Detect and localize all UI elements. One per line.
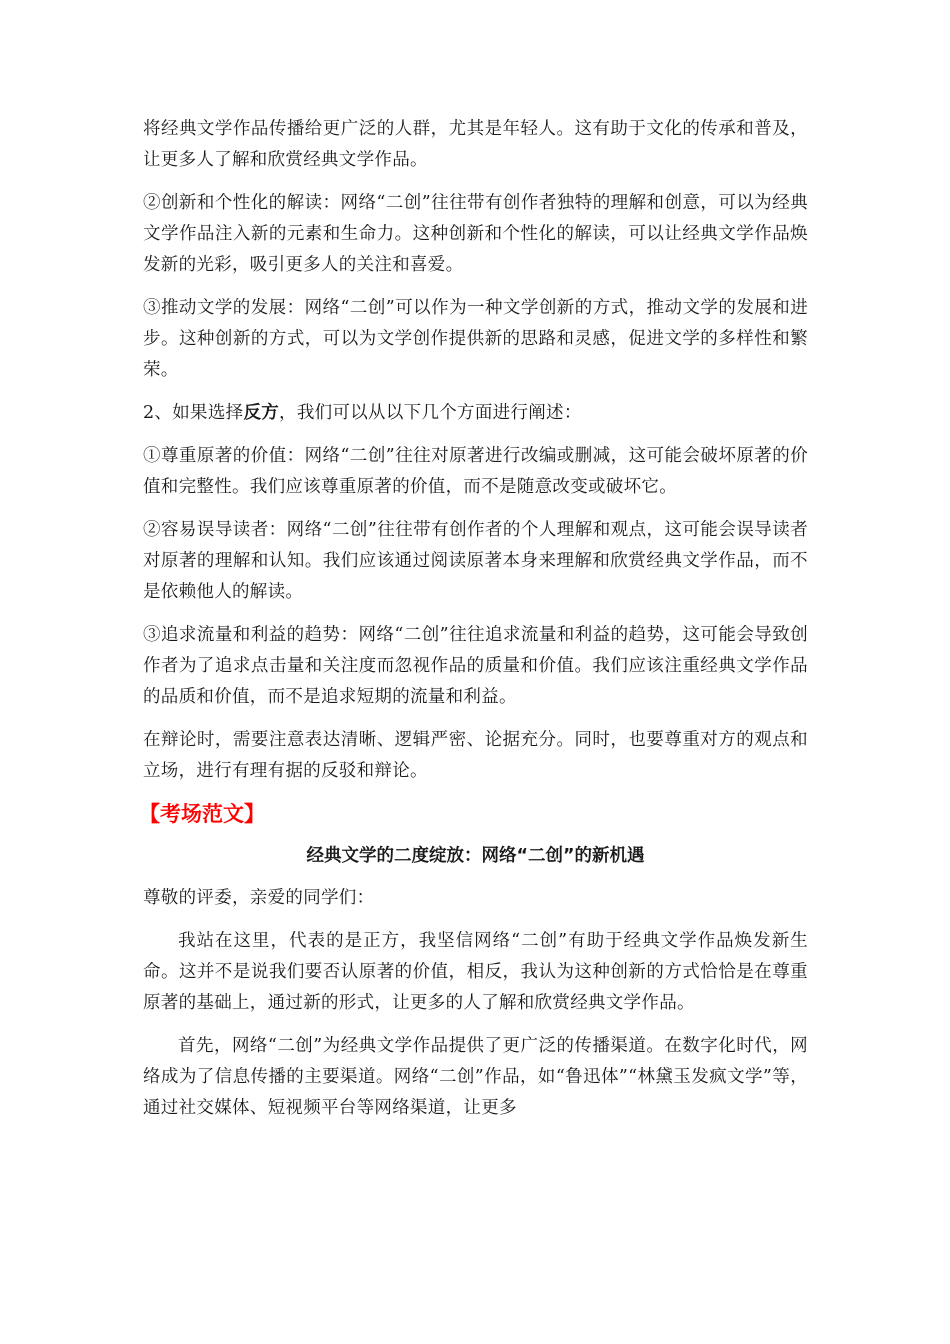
con-heading-prefix: 2、如果选择 xyxy=(143,403,244,423)
con-point-2: ②容易误导读者：网络“二创”往往带有创作者的个人理解和观点，这可能会误导读者对原著的理解和认知。我们应该通过阅读原著本身来理解和欣赏经典文学作品，而不是依赖他人的解读。 xyxy=(143,520,808,602)
con-side-heading xyxy=(143,398,808,429)
pro-point-3: ③推动文学的发展：网络“二创”可以作为一种文学创新的方式，推动文学的发展和进步。这种创新的方式，可以为文学创作提供新的思路和灵感，促进文学的多样性和繁荣。 xyxy=(143,298,808,380)
essay-paragraph: 我站在这里，代表的是正方，我坚信网络“二创”有助于经典文学作品焕发新生命。这并不是说我们要否认原著的价值，相反，我认为这种创新的方式恰恰是在尊重原著的基础上，通过新的形式，让更多的人了解和欣赏经典文学作品。 xyxy=(143,931,808,1013)
essay-paragraph: 首先，网络“二创”为经典文学作品提供了更广泛的传播渠道。在数字化时代，网络成为了信息传播的主要渠道。网络“二创”作品，如“鲁迅体”“林黛玉发疯文学”等，通过社交媒体、短视频平台等网络渠道，让更多 xyxy=(143,1036,808,1118)
pro-point-2: ②创新和个性化的解读：网络“二创”往往带有创作者独特的理解和创意，可以为经典文学作品注入新的元素和生命力。这种创新和个性化的解读，可以让经典文学作品焕发新的光彩，吸引更多人的关注和喜爱。 xyxy=(143,193,808,275)
con-heading-bold: 反方 xyxy=(243,403,280,423)
pro-intro-continuation: 将经典文学作品传播给更广泛的人群，尤其是年轻人。这有助于文化的传承和普及，让更多人了解和欣赏经典文学作品。 xyxy=(143,119,808,170)
model-essay-section-label: 【考场范文】 xyxy=(139,802,265,826)
essay-salutation: 尊敬的评委，亲爱的同学们： xyxy=(143,888,375,908)
debate-note: 在辩论时，需要注意表达清晰、逻辑严密、论据充分。同时，也要尊重对方的观点和立场，进行有理有据的反驳和辩论。 xyxy=(143,730,808,781)
con-point-3: ③追求流量和利益的趋势：网络“二创”往往追求流量和利益的趋势，这可能会导致创作者为了追求点击量和关注度而忽视作品的质量和价值。我们应该注重经典文学作品的品质和价值，而不是追求短期的流量和利益。 xyxy=(143,625,808,707)
document-page xyxy=(139,114,808,1136)
con-heading-suffix: ，我们可以从以下几个方面进行阐述： xyxy=(279,403,582,423)
essay-title: 经典文学的二度绽放：网络“二创”的新机遇 xyxy=(306,846,645,866)
con-point-1: ①尊重原著的价值：网络“二创”往往对原著进行改编或删减，这可能会破坏原著的价值和完整性。我们应该尊重原著的价值，而不是随意改变或破坏它。 xyxy=(143,446,808,497)
